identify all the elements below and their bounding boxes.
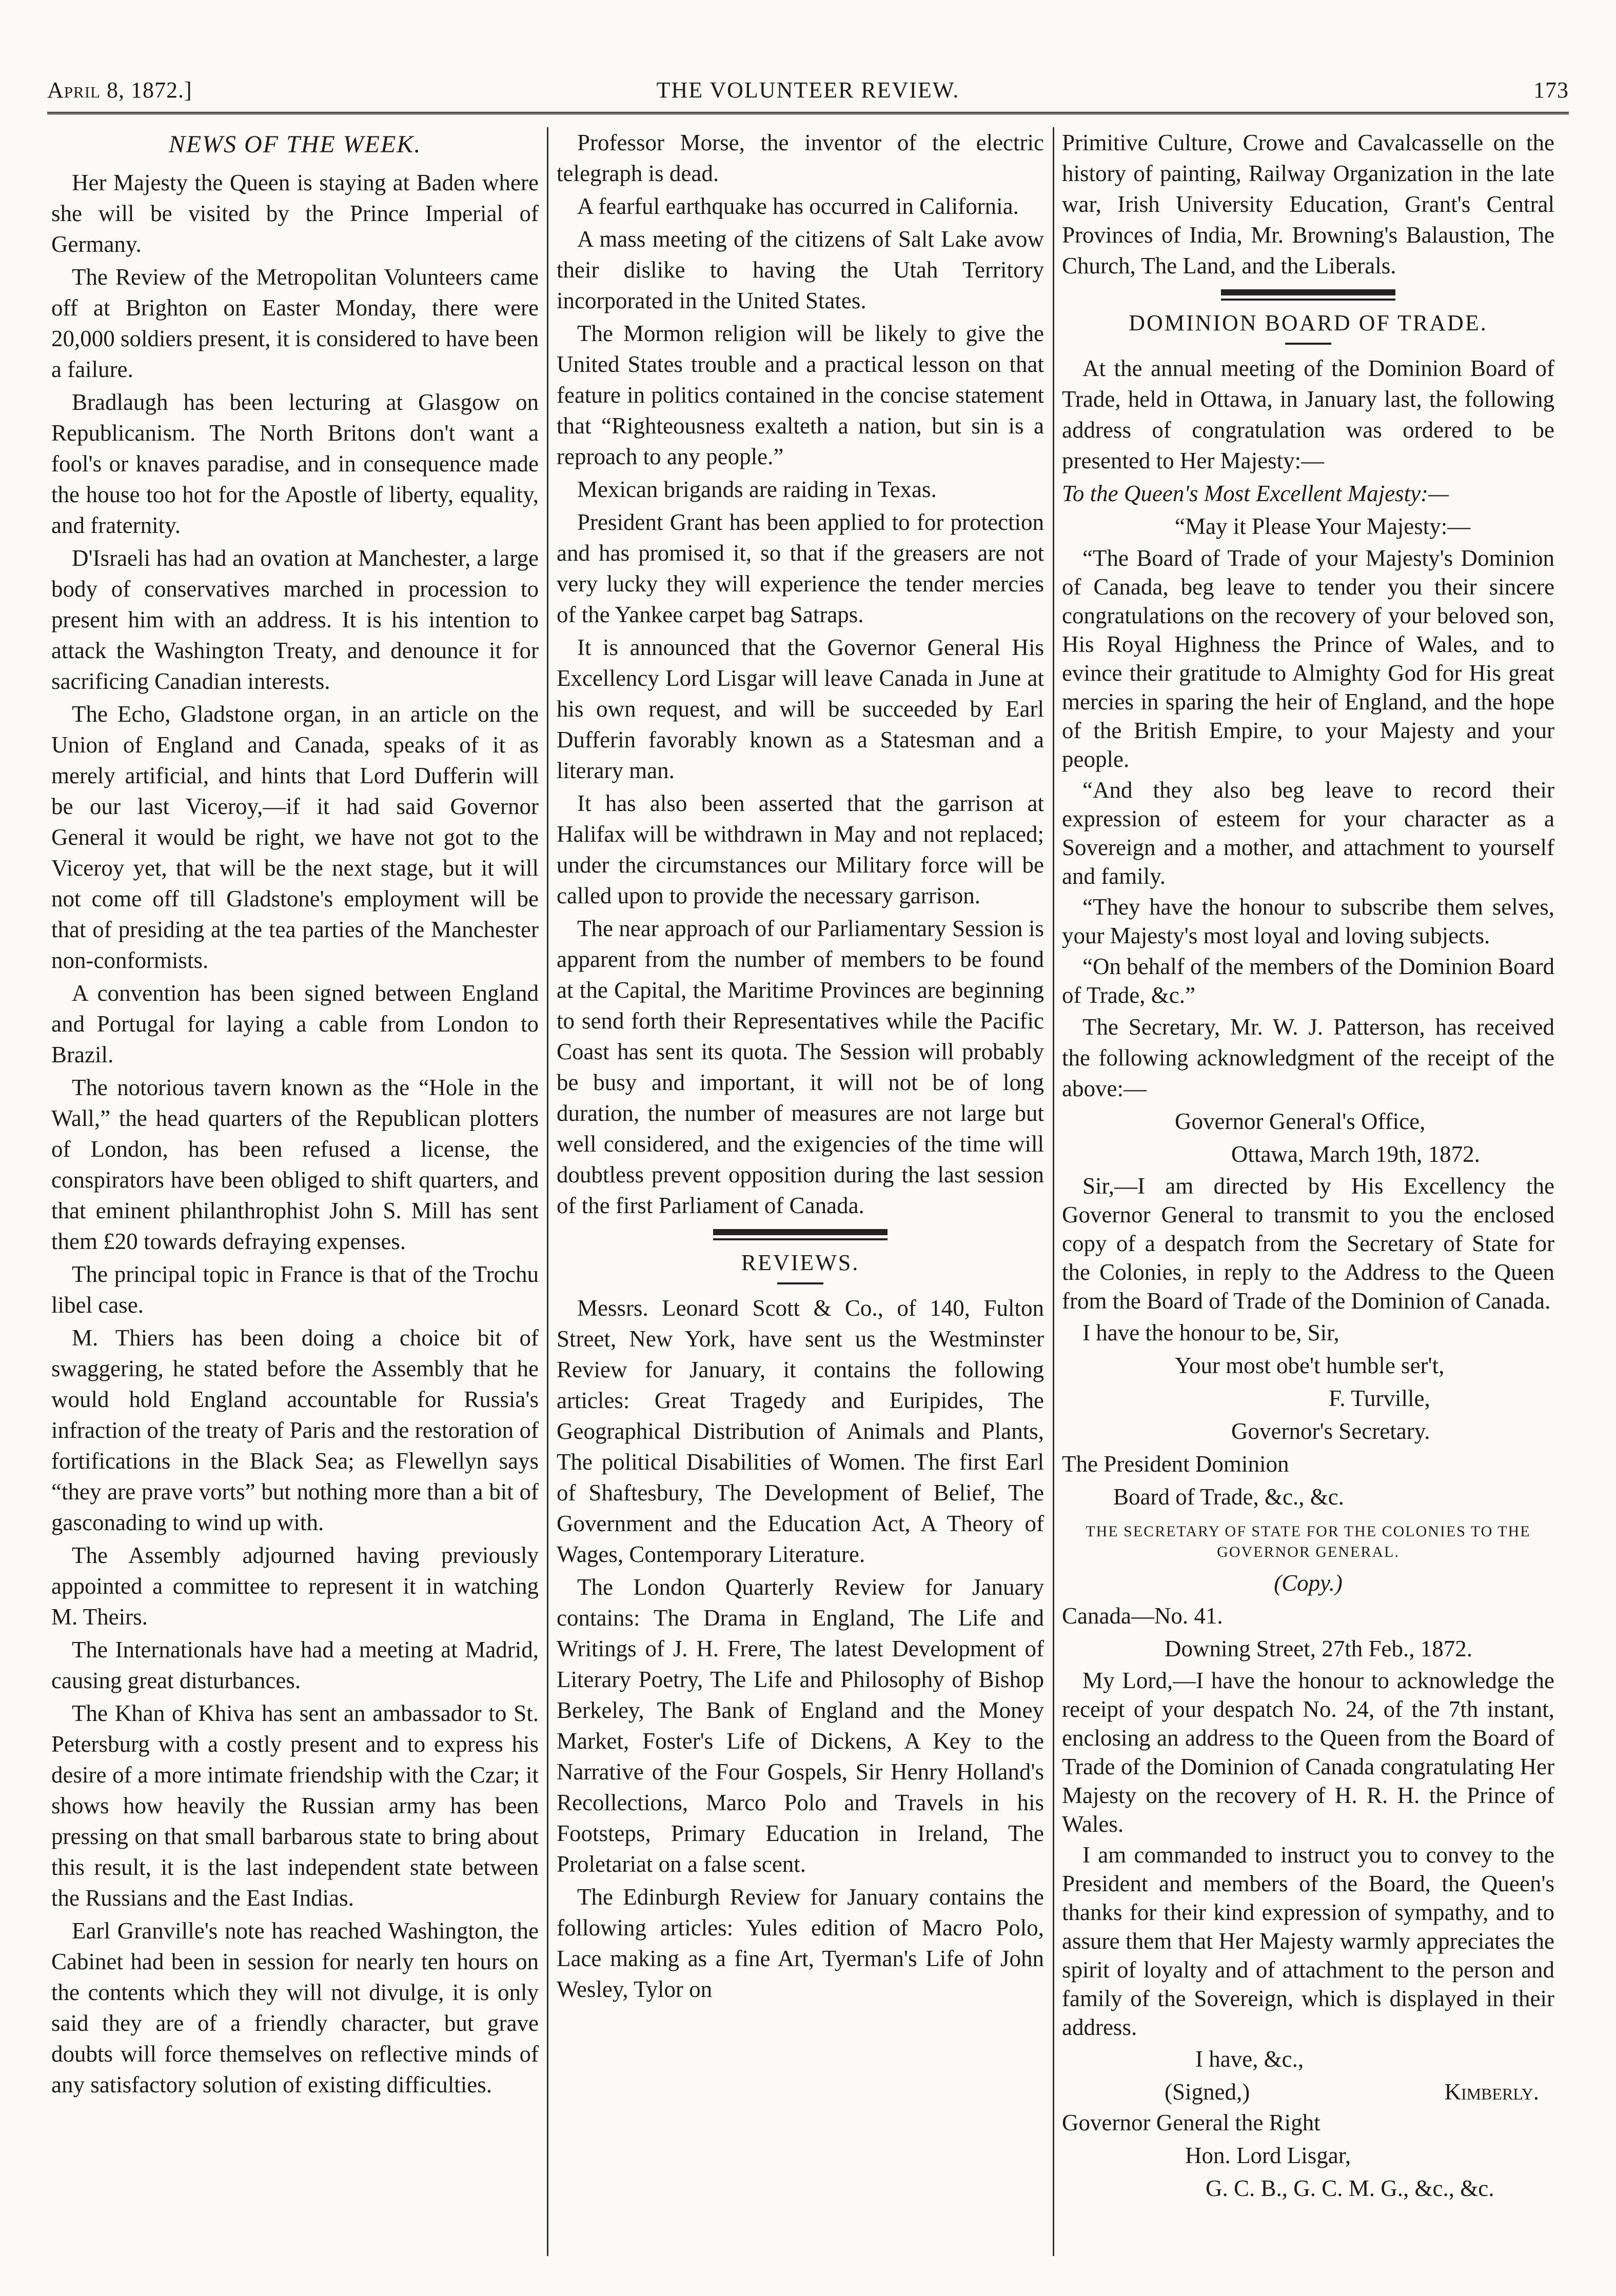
news-paragraph: The near approach of our Parliamentary Session is apparent from the number of members to be found at the Capital, the Maritime Provinces are beginning to send forth their Representatives while the Pacific Coast has sent its quota. The Session will probably be busy and important, it will not be of long duration, the number of measures are not large but well considered, and the exigencies of the time will doubtless prevent opposition during the last session of the first Parliament of Canada. xyxy=(557,916,1044,1218)
page-header xyxy=(47,77,1569,113)
news-paragraph: A mass meeting of the citizens of Salt Lake avow their dislike to having the Utah Territory incorporated in the United States. xyxy=(557,226,1044,313)
office-date: Ottawa, March 19th, 1872. xyxy=(1231,1141,1480,1167)
addressee-line: The President Dominion xyxy=(1062,1451,1289,1477)
section-separator xyxy=(1221,289,1395,301)
secretary-paragraph: The Secretary, Mr. W. J. Patterson, has received the following acknowledgment of the receipt of the above:— xyxy=(1062,1014,1554,1101)
news-paragraph: A fearful earthquake has occurred in California. xyxy=(577,193,1019,219)
column-news xyxy=(51,127,539,2256)
review-paragraph: The Edinburgh Review for January contains the following articles: Yules edition of Macro Polo, Lace making as a fine Art, Tyerman's Life of John Wesley, Tylor on xyxy=(557,1884,1044,2002)
governor-line: Governor General the Right xyxy=(1062,2110,1321,2135)
news-paragraph: Mexican brigands are raiding in Texas. xyxy=(577,477,937,502)
review-paragraph: The London Quarterly Review for January contains: The Drama in England, The Life and Writings of J. H. Frere, The latest Development of Literary Poetry, The Life and Philosophy of Bishop Berkeley, The Bank of England and the Money Market, Foster's Life of Dickens, A Key to the Narrative of the Four Gospels, Sir Henry Holland's Recollections, Marco Polo and Travels in his Footsteps, Primary Education in Ireland, The Proletariat on a false scent. xyxy=(557,1574,1044,1877)
page-number: 173 xyxy=(1533,77,1569,103)
dispatch-subheading: THE SECRETARY OF STATE FOR THE COLONIES TO THE GOVERNOR GENERAL. xyxy=(1086,1523,1531,1560)
closing-line: I have, &c., xyxy=(1195,2046,1304,2072)
issue-date: April 8, 1872.] xyxy=(47,77,192,103)
news-paragraph: It is announced that the Governor General His Excellency Lord Lisgar will leave Canada in June at his own request, and will be succeeded by Earl Dufferin favorably known as a Statesman and a literary man. xyxy=(557,635,1044,783)
news-paragraph: The Mormon religion will be likely to give the United States trouble and a practical lesson on that feature in politics contained in the concise statement that “Righteousness exalteth a nation, but sin is a reproach to any people.” xyxy=(557,321,1044,469)
header-rule xyxy=(47,112,1569,117)
news-paragraph: Earl Granville's note has reached Washington, the Cabinet had been in session for nearly ten hours on the contents which they will not divulge, it is only said they are of a friendly character, but grave doubts will force themselves on reflective minds of any satisfactory solution of existing difficulties. xyxy=(51,1918,539,2097)
dispatch-paragraph: My Lord,—I have the honour to acknowledge the receipt of your despatch No. 24, of the 7th instant, enclosing an address to the Queen from the Board of Trade of the Dominion of Canada congratulating Her Majesty on the recovery of H. R. H. the Prince of Wales. xyxy=(1062,1668,1554,1837)
news-paragraph: The Assembly adjourned having previously appointed a committee to represent it in watching M. Theirs. xyxy=(51,1542,539,1630)
downing-street-line: Downing Street, 27th Feb., 1872. xyxy=(1165,1636,1472,1661)
signer-name: F. Turville, xyxy=(1329,1385,1430,1411)
address-paragraph: “They have the honour to subscribe them selves, your Majesty's most loyal and loving subjects. xyxy=(1062,894,1554,948)
column-divider xyxy=(547,127,548,2256)
column-board-of-trade xyxy=(1062,127,1554,2256)
honour-line: I have the honour to be, Sir, xyxy=(1082,1320,1339,1345)
news-paragraph: The Echo, Gladstone organ, in an article on the Union of England and Canada, speaks of it as merely artificial, and hints that Lord Dufferin will be our last Viceroy,—if it had said Governor General it would be right, we have not got to the Viceroy yet, that will be the next stage, but it will not come off till Gladstone's employment will be that of presiding at the tea parties of the Manchester non-conformists. xyxy=(51,701,539,973)
copy-label: (Copy.) xyxy=(1274,1570,1343,1596)
column-divider xyxy=(1053,127,1054,2256)
canada-number: Canada—No. 41. xyxy=(1062,1603,1223,1629)
news-paragraph: The Review of the Metropolitan Volunteers came off at Brighton on Easter Monday, there were 20,000 soldiers present, it is considered to have been a failure. xyxy=(51,264,539,382)
letter-paragraph: Sir,—I am directed by His Excellency the Governor General to transmit to you the enclosed copy of a despatch from the Secretary of State for the Colonies, in reply to the Address to the Queen from the Board of Trade of the Dominion of Canada. xyxy=(1062,1173,1554,1314)
review-continuation: Primitive Culture, Crowe and Cavalcasselle on the history of painting, Railway Organization in the late war, Irish University Education, Grant's Central Provinces of India, Mr. Browning's Balaustion, The Church, The Land, and the Liberals. xyxy=(1062,130,1554,279)
signer-title: Governor's Secretary. xyxy=(1231,1418,1430,1444)
address-paragraph: “On behalf of the members of the Dominion Board of Trade, &c.” xyxy=(1062,954,1554,1008)
news-paragraph: Professor Morse, the inventor of the electric telegraph is dead. xyxy=(557,130,1044,186)
board-intro: At the annual meeting of the Dominion Board of Trade, held in Ottawa, in January last, the following address of congratulation was ordered to be presented to Her Majesty:— xyxy=(1062,355,1554,473)
review-paragraph: Messrs. Leonard Scott & Co., of 140, Fulton Street, New York, have sent us the Westminster Review for January, it contains the following articles: Great Tragedy and Euripides, The Geographical Distribution of Animals and Plants, The political Disabilities of Women. The first Earl of Shaftesbury, The Development of Belief, The Government and the Education Act, A Theory of Wages, Contemporary Literature. xyxy=(557,1295,1044,1567)
news-paragraph: A convention has been signed between England and Portugal for laying a cable from London to Brazil. xyxy=(51,980,539,1067)
news-paragraph: President Grant has been applied to for protection and has promised it, so that if the greasers are not very lucky they will experience the tender mercies of the Yankee carpet bag Satraps. xyxy=(557,509,1044,627)
address-paragraph: “The Board of Trade of your Majesty's Dominion of Canada, beg leave to tender you their sincere congratulations on the recovery of your beloved son, His Royal Highness the Prince of Wales, and to evince their gratitude to Almighty God for His great mercies in sparing the heir of England, and the hope of the British Empire, to your Majesty and your people. xyxy=(1062,545,1554,772)
addressee-line: Board of Trade, &c., &c. xyxy=(1113,1484,1344,1510)
signed-line xyxy=(1062,2076,1554,2107)
news-paragraph: The principal topic in France is that of the Trochu libel case. xyxy=(51,1261,539,1318)
heading-rule xyxy=(777,1282,823,1284)
signed-label: (Signed,) xyxy=(1165,2079,1250,2105)
governor-line: G. C. B., G. C. M. G., &c., &c. xyxy=(1206,2175,1494,2201)
board-heading: DOMINION BOARD OF TRADE. xyxy=(1129,310,1488,335)
news-paragraph: The Khan of Khiva has sent an ambassador to St. Petersburg with a costly present and to express his desire of a more intimate friendship with the Czar; it shows how heavily the Russian army has been pressing on that small barbarous state to bring about this result, it is the last independent state between the Russians and the East Indias. xyxy=(51,1700,539,1911)
governor-line: Hon. Lord Lisgar, xyxy=(1185,2143,1351,2168)
reviews-heading: REVIEWS. xyxy=(741,1250,860,1275)
column-news-continued xyxy=(557,127,1044,2256)
news-paragraph: D'Israeli has had an ovation at Manchester, a large body of conservatives marched in procession to present him with an address. It is his intention to attack the Washington Treaty, and denounce it for sacrificing Canadian interests. xyxy=(51,545,539,694)
section-separator xyxy=(713,1229,888,1240)
news-paragraph: Bradlaugh has been lecturing at Glasgow on Republicanism. The North Britons don't want a fool's or knaves paradise, and in consequence made the house too hot for the Apostle of liberty, equality, and fraternity. xyxy=(51,389,539,538)
office-line: Governor General's Office, xyxy=(1175,1109,1426,1134)
publication-title: THE VOLUNTEER REVIEW. xyxy=(656,77,960,103)
obedient-line: Your most obe't humble ser't, xyxy=(1175,1353,1445,1378)
dispatch-paragraph: I am commanded to instruct you to convey to the President and members of the Board, the Queen's thanks for their kind expression of sympathy, and to assure them that Her Majesty warmly appreciates the spirit of loyalty and of attachment to the person and family of the Sovereign, which is displayed in their address. xyxy=(1062,1842,1554,2040)
news-paragraph: Her Majesty the Queen is staying at Baden where she will be visited by the Prince Imperial of Germany. xyxy=(51,170,539,257)
news-heading: NEWS OF THE WEEK. xyxy=(168,131,422,158)
news-paragraph: M. Thiers has been doing a choice bit of swaggering, he stated before the Assembly that he would hold England accountable for Russia's infraction of the treaty of Paris and the restoration of fortifications in the Black Sea; as Flewellyn says “they are prave vorts” but nothing more than a bit of gasconading to wind up with. xyxy=(51,1325,539,1535)
address-paragraph: “And they also beg leave to record their expression of esteem for your character as a Sovereign and a mother, and attachment to yourself and family. xyxy=(1062,777,1554,889)
news-paragraph: It has also been asserted that the garrison at Halifax will be withdrawn in May and not replaced; under the circumstances our Military force will be called upon to provide the necessary garrison. xyxy=(557,790,1044,908)
signer-kimberly: Kimberly. xyxy=(1444,2079,1539,2105)
address-to: To the Queen's Most Excellent Majesty:— xyxy=(1062,481,1449,506)
salutation: “May it Please Your Majesty:— xyxy=(1175,513,1471,539)
news-paragraph: The Internationals have had a meeting at Madrid, causing great disturbances. xyxy=(51,1637,539,1693)
news-paragraph: The notorious tavern known as the “Hole in the Wall,” the head quarters of the Republican plotters of London, has been refused a license, the conspirators have been obliged to shift quarters, and that eminent philanthrophist John S. Mill has sent them £20 towards defraying expenses. xyxy=(51,1075,539,1254)
heading-rule xyxy=(1285,343,1331,345)
